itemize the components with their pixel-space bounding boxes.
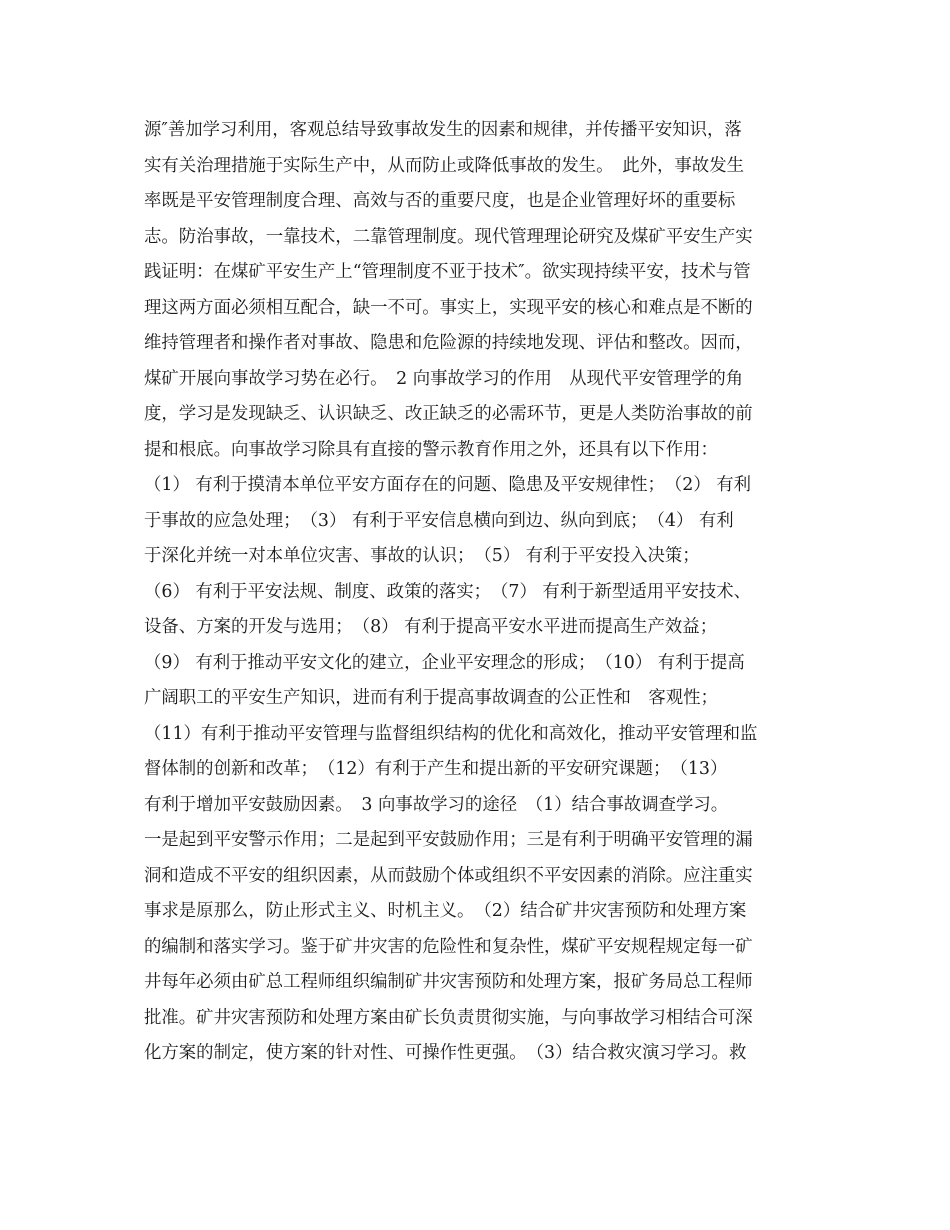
- text-line: 志。防治事故，一靠技术，二靠管理制度。现代管理理论研究及煤矿平安生产实: [144, 226, 753, 247]
- text-line: 率既是平安管理制度合理、高效与否的重要尺度，也是企业管理好坏的重要标: [144, 191, 736, 211]
- text-line: （11）有利于推动平安管理与监督组织结构的优化和高效化，推动平安管理和监: [144, 723, 758, 744]
- text-line: （6） 有利于平安法规、制度、政策的落实； （7） 有利于新型适用平安技术、: [144, 581, 752, 602]
- text-line: 源″善加学习利用，客观总结导致事故发生的因素和规律，并传播平安知识，落: [144, 120, 742, 140]
- text-line: 于事故的应急处理； （3） 有利于平安信息横向到边、纵向到底； （4） 有利: [144, 510, 734, 531]
- body-text: [144, 113, 814, 1072]
- text-line: 煤矿开展向事故学习势在必行。 2 向事故学习的作用 从现代平安管理学的角: [144, 368, 744, 389]
- text-line: 督体制的创新和改革； （12）有利于产生和提出新的平安研究课题； （13）: [144, 759, 728, 779]
- text-line: 设备、方案的开发与选用； （8） 有利于提高平安水平进而提高生产效益；: [144, 617, 718, 637]
- text-line: 维持管理者和操作者对事故、隐患和危险源的持续地发现、评估和整改。因而，: [144, 333, 753, 353]
- text-line: （1） 有利于摸清本单位平安方面存在的问题、隐患及平安规律性； （2） 有利: [144, 475, 752, 495]
- text-line: 有利于增加平安鼓励因素。 3 向事故学习的途径 （1）结合事故调查学习。: [144, 794, 729, 815]
- text-line: （9） 有利于推动平安文化的建立，企业平安理念的形成； （10） 有利于提高: [144, 652, 745, 673]
- text-line: 实有关治理措施于实际生产中，从而防止或降低事故的发生。 此外，事故发生: [144, 155, 744, 176]
- text-line: 的编制和落实学习。鉴于矿井灾害的危险性和复杂性，煤矿平安规程规定每一矿: [144, 936, 753, 957]
- text-line: 度，学习是发现缺乏、认识缺乏、改正缺乏的必需环节，更是人类防治事故的前: [144, 404, 753, 424]
- text-line: 事求是原那么，防止形式主义、时机主义。 （2）结合矿井灾害预防和处理方案: [144, 901, 747, 921]
- text-line: 洞和造成不平安的组织因素，从而鼓励个体或组织不平安因素的消除。应注重实: [144, 865, 753, 886]
- text-line: 批准。矿井灾害预防和处理方案由矿长负责贯彻实施，与向事故学习相结合可深: [144, 1007, 753, 1028]
- text-line: 广阔职工的平安生产知识，进而有利于提高事故调查的公正性和 客观性；: [144, 688, 718, 708]
- text-line: 井每年必须由矿总工程师组织编制矿井灾害预防和处理方案，报矿务局总工程师: [144, 972, 753, 992]
- text-line: 一是起到平安警示作用；二是起到平安鼓励作用；三是有利于明确平安管理的漏: [144, 830, 753, 850]
- text-line: 提和根底。向事故学习除具有直接的警示教育作用之外，还具有以下作用：: [144, 439, 718, 460]
- text-line: 践证明：在煤矿平安生产上“管理制度不亚于技术″。欲实现持续平安，技术与管: [144, 262, 751, 282]
- text-line: 于深化并统一对本单位灾害、事故的认识； （5） 有利于平安投入决策；: [144, 546, 700, 566]
- text-line: 化方案的制定，使方案的针对性、可操作性更强。 （3）结合救灾演习学习。救: [144, 1043, 747, 1063]
- text-line: 理这两方面必须相互配合，缺一不可。事实上，实现平安的核心和难点是不断的: [144, 297, 753, 318]
